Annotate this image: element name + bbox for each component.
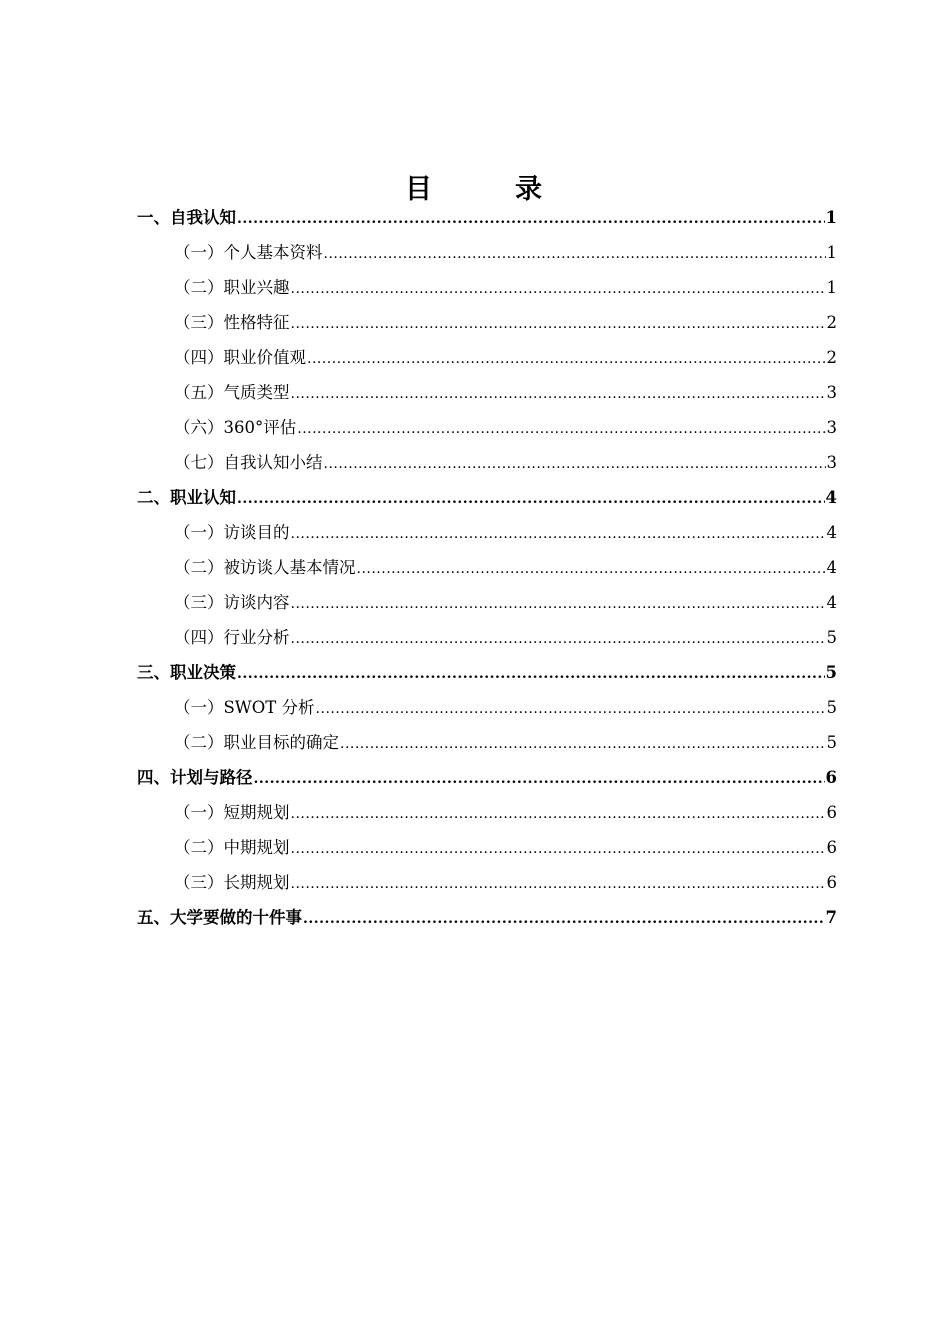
toc-subsection-entry[interactable] [137,515,837,550]
toc-entry-label: （三）性格特征 [174,313,290,332]
toc-page-number: 2 [826,348,837,367]
toc-title: 目 录 [405,174,570,205]
toc-page-number: 4 [826,593,837,612]
toc-entry-label: （三）访谈内容 [174,593,290,612]
toc-dot-leader [291,797,826,830]
toc-entry-label: （一）个人基本资料 [174,243,323,262]
toc-subsection-entry[interactable] [137,235,837,270]
toc-page-number: 2 [826,313,837,332]
toc-page-number: 6 [825,768,837,787]
toc-subsection-entry[interactable] [137,340,837,375]
toc-section-entry[interactable] [137,480,837,515]
toc-subsection-entry[interactable] [137,795,837,830]
toc-dot-leader [254,762,825,795]
toc-subsection-entry[interactable] [137,725,837,760]
toc-dot-leader [291,587,826,620]
toc-subsection-entry[interactable] [137,375,837,410]
toc-subsection-entry[interactable] [137,690,837,725]
toc-entry-label: 一、自我认知 [137,208,236,227]
toc-page-number: 4 [826,558,837,577]
toc-page-number: 5 [825,663,837,682]
toc-entry-label: （一）SWOT 分析 [174,698,315,717]
toc-subsection-entry[interactable] [137,865,837,900]
toc-dot-leader [237,202,825,235]
toc-section-entry[interactable] [137,655,837,690]
toc-page-number: 1 [826,243,837,262]
toc-page-number: 7 [825,908,837,927]
toc-page-number: 3 [826,453,837,472]
toc-subsection-entry[interactable] [137,445,837,480]
toc-dot-leader [340,727,826,760]
toc-dot-leader [303,902,825,935]
toc-entry-label: 五、大学要做的十件事 [137,908,302,927]
toc-dot-leader [291,867,826,900]
toc-subsection-entry[interactable] [137,585,837,620]
toc-entry-label: （四）职业价值观 [174,348,306,367]
toc-page-number: 6 [826,803,837,822]
toc-subsection-entry[interactable] [137,830,837,865]
toc-entry-label: （七）自我认知小结 [174,453,323,472]
toc-entry-label: （一）短期规划 [174,803,290,822]
toc-subsection-entry[interactable] [137,410,837,445]
toc-entry-label: （二）职业兴趣 [174,278,290,297]
toc-dot-leader [357,552,826,585]
toc-dot-leader [291,517,826,550]
toc-page-number: 6 [826,838,837,857]
toc-page-number: 1 [825,208,837,227]
toc-dot-leader [291,377,826,410]
toc-entry-label: （一）访谈目的 [174,523,290,542]
toc-section-entry[interactable] [137,760,837,795]
toc-page-number: 5 [826,733,837,752]
toc-page-number: 1 [826,278,837,297]
toc-entry-label: （五）气质类型 [174,383,290,402]
toc-dot-leader [237,482,825,515]
toc-page-number: 3 [826,418,837,437]
toc-page-number: 5 [826,698,837,717]
toc-dot-leader [316,692,826,725]
toc-page-number: 5 [826,628,837,647]
toc-list [137,200,837,935]
toc-dot-leader [324,447,826,480]
toc-section-entry[interactable] [137,900,837,935]
toc-dot-leader [237,657,825,690]
toc-entry-label: 二、职业认知 [137,488,236,507]
toc-subsection-entry[interactable] [137,305,837,340]
toc-entry-label: （六）360°评估 [174,418,297,437]
toc-subsection-entry[interactable] [137,270,837,305]
toc-entry-label: （二）职业目标的确定 [174,733,339,752]
toc-page-number: 6 [826,873,837,892]
toc-dot-leader [324,237,826,270]
toc-section-entry[interactable] [137,200,837,235]
toc-page-number: 3 [826,383,837,402]
toc-entry-label: 三、职业决策 [137,663,236,682]
toc-subsection-entry[interactable] [137,620,837,655]
toc-entry-label: 四、计划与路径 [137,768,253,787]
toc-page-number: 4 [826,523,837,542]
toc-entry-label: （四）行业分析 [174,628,290,647]
toc-dot-leader [291,272,826,305]
toc-dot-leader [291,832,826,865]
toc-subsection-entry[interactable] [137,550,837,585]
toc-dot-leader [307,342,826,375]
toc-entry-label: （三）长期规划 [174,873,290,892]
toc-dot-leader [297,412,825,445]
toc-entry-label: （二）被访谈人基本情况 [174,558,356,577]
toc-entry-label: （二）中期规划 [174,838,290,857]
toc-dot-leader [291,307,826,340]
toc-page-number: 4 [825,488,837,507]
toc-dot-leader [291,622,826,655]
